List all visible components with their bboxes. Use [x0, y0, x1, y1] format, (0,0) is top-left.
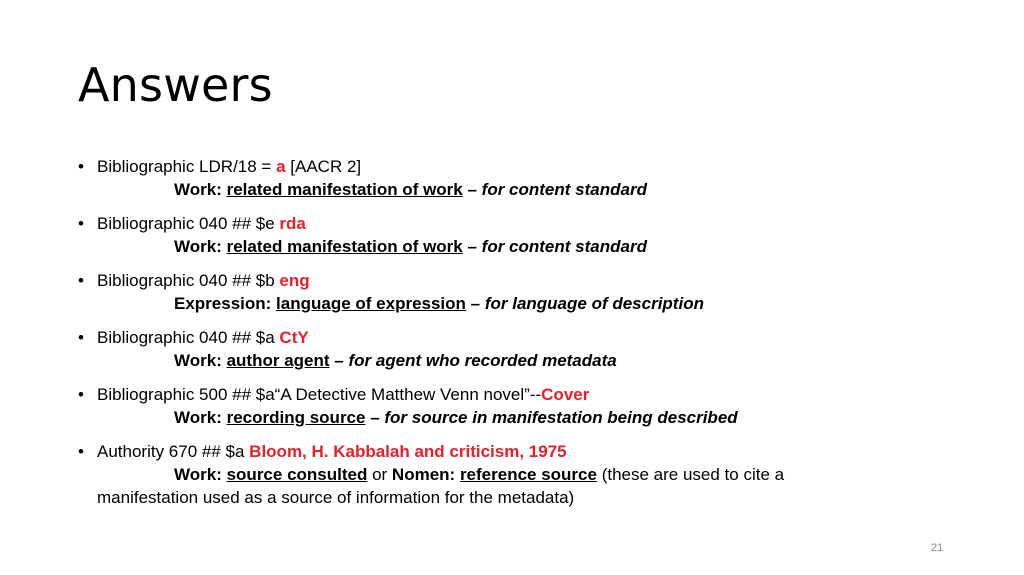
answer-value: Cover: [541, 385, 590, 404]
bullet-icon: •: [78, 328, 84, 347]
entity-label: Work:: [174, 237, 222, 256]
bullet-icon: •: [78, 271, 84, 290]
bullet-icon: •: [78, 442, 84, 461]
entity-label-2: Nomen:: [391, 465, 456, 484]
list-item: [78, 269, 958, 315]
element-name: recording source: [226, 408, 366, 427]
bullet-main-line: [97, 383, 958, 406]
bullet-main-line: [97, 440, 958, 463]
list-item: [78, 155, 958, 201]
element-note: – for content standard: [462, 237, 647, 256]
entity-label: Work:: [174, 180, 222, 199]
marc-field: Bibliographic 040 ## $b: [97, 271, 280, 290]
answer-value: eng: [279, 271, 310, 290]
bullet-main-line: [97, 269, 958, 292]
bullet-sub-line: [97, 178, 958, 201]
answer-value: a: [276, 157, 286, 176]
element-name: related manifestation of work: [226, 237, 463, 256]
explanation-text: (these are used to cite a: [596, 465, 785, 484]
marc-field: Bibliographic 040 ## $e: [97, 214, 280, 233]
list-item: [78, 326, 958, 372]
marc-field: Bibliographic 040 ## $a: [97, 328, 280, 347]
marc-field: Bibliographic 500 ## $a“A Detective Matthew Venn novel”--: [97, 385, 542, 404]
page-number: 21: [931, 542, 944, 554]
slide-title: Answers: [78, 58, 273, 112]
entity-label: Work:: [174, 408, 222, 427]
entity-label: Work:: [174, 465, 222, 484]
element-note: – for source in manifestation being described: [365, 408, 738, 427]
list-item: [78, 212, 958, 258]
entity-label: Expression:: [174, 294, 272, 313]
bullet-icon: •: [78, 385, 84, 404]
element-name: language of expression: [276, 294, 466, 313]
list-item: [78, 440, 958, 509]
bullet-main-line: [97, 155, 958, 178]
marc-field: Authority 670 ## $a: [97, 442, 250, 461]
element-note: – for content standard: [462, 180, 647, 199]
connector-text: or: [367, 465, 392, 484]
bullet-sub-line: [97, 235, 958, 258]
bullet-icon: •: [78, 214, 84, 233]
answers-list: [78, 155, 958, 520]
answer-value: rda: [279, 214, 306, 233]
bullet-main-line: [97, 212, 958, 235]
answer-suffix: [AACR 2]: [285, 157, 362, 176]
explanation-continuation: manifestation used as a source of information for the metadata): [97, 488, 575, 507]
bullet-main-line: [97, 326, 958, 349]
bullet-sub-line: [97, 349, 958, 372]
marc-field: Bibliographic LDR/18 =: [97, 157, 277, 176]
element-name: related manifestation of work: [226, 180, 463, 199]
element-name: source consulted: [226, 465, 368, 484]
answer-value: CtY: [279, 328, 309, 347]
bullet-icon: •: [78, 157, 84, 176]
list-item: [78, 383, 958, 429]
bullet-sub-line: [97, 406, 958, 429]
bullet-sub-line: [97, 292, 958, 315]
bullet-sub-line: [97, 463, 958, 486]
element-note: – for language of description: [465, 294, 704, 313]
element-name-2: reference source: [459, 465, 597, 484]
element-note: – for agent who recorded metadata: [329, 351, 617, 370]
element-name: author agent: [226, 351, 330, 370]
entity-label: Work:: [174, 351, 222, 370]
answer-value: Bloom, H. Kabbalah and criticism, 1975: [249, 442, 567, 461]
